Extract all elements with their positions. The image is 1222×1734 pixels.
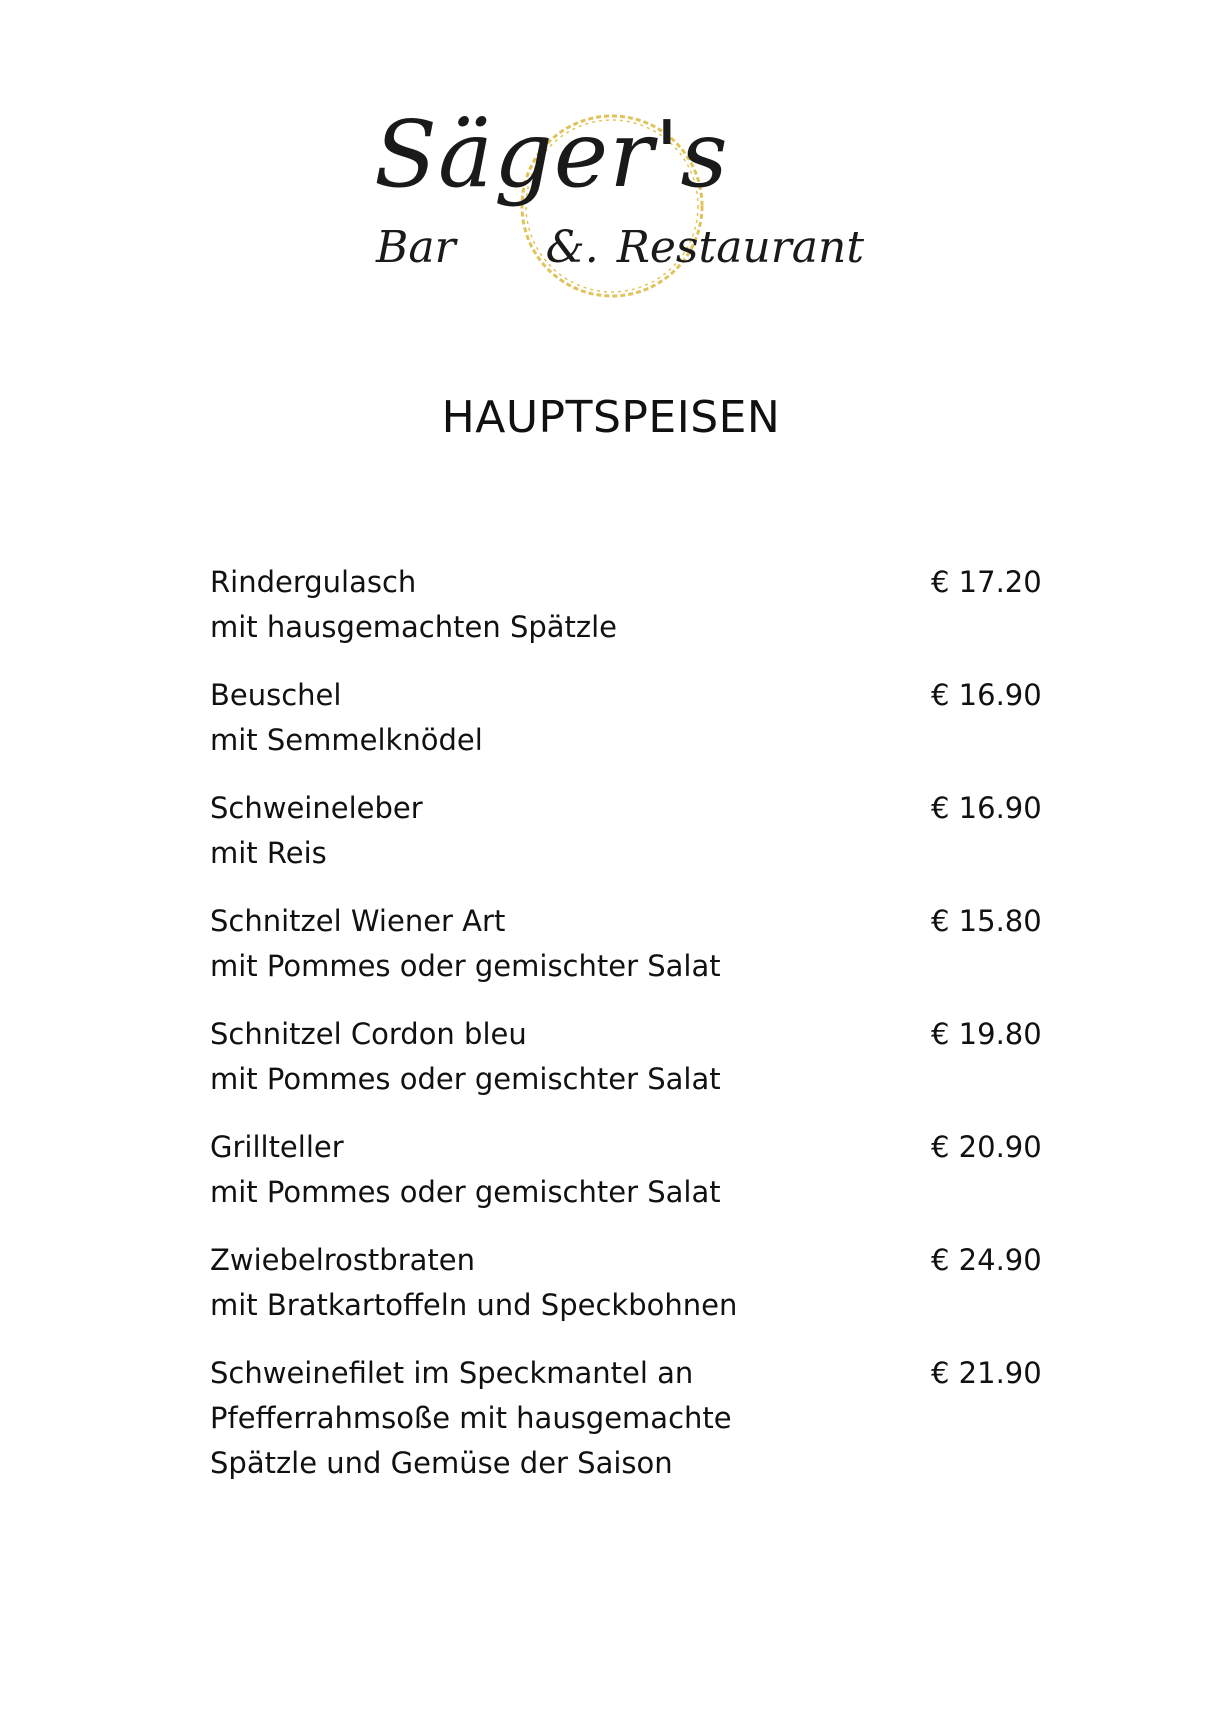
menu-item [210,1125,1050,1215]
item-price: € 16.90 [931,678,1042,712]
logo-tagline [376,218,864,278]
item-price: € 21.90 [931,1356,1042,1390]
item-price: € 16.90 [931,791,1042,825]
logo-tagline-bar: Bar [376,222,456,273]
item-description: mit Pommes oder gemischter Salat [210,1175,721,1209]
section-title: HAUPTSPEISEN [441,392,781,443]
item-description: Pfefferrahmsoße mit hausgemachte [210,1401,732,1435]
logo-name: Säger's [374,101,729,208]
item-description: Spätzle und Gemüse der Saison [210,1446,673,1480]
menu-item [210,1012,1050,1102]
item-name: Zwiebelrostbraten [210,1243,475,1277]
item-name: Grillteller [210,1130,344,1164]
item-name: Schweinefilet im Speckmantel an [210,1356,694,1390]
item-name: Schnitzel Wiener Art [210,904,506,938]
item-name: Beuschel [210,678,342,712]
item-name: Schnitzel Cordon bleu [210,1017,527,1051]
item-description: mit Reis [210,836,327,870]
item-price: € 17.20 [931,565,1042,599]
item-price: € 20.90 [931,1130,1042,1164]
logo-tagline-restaurant: Restaurant [616,222,865,273]
restaurant-logo [370,100,890,310]
item-description: mit Pommes oder gemischter Salat [210,1062,721,1096]
item-description: mit hausgemachten Spätzle [210,610,618,644]
menu-item [210,673,1050,763]
item-name: Schweineleber [210,791,423,825]
item-description: mit Semmelknödel [210,723,483,757]
item-description: mit Pommes oder gemischter Salat [210,949,721,983]
item-name: Rindergulasch [210,565,417,599]
menu-item [210,899,1050,989]
menu-item [210,1238,1050,1328]
menu-item [210,786,1050,876]
item-price: € 15.80 [931,904,1042,938]
item-price: € 24.90 [931,1243,1042,1277]
menu-item [210,1351,1050,1486]
menu-list [210,560,1050,1509]
item-description: mit Bratkartoffeln und Speckbohnen [210,1288,738,1322]
item-price: € 19.80 [931,1017,1042,1051]
logo-tagline-amp: &. [545,222,599,273]
menu-item [210,560,1050,650]
